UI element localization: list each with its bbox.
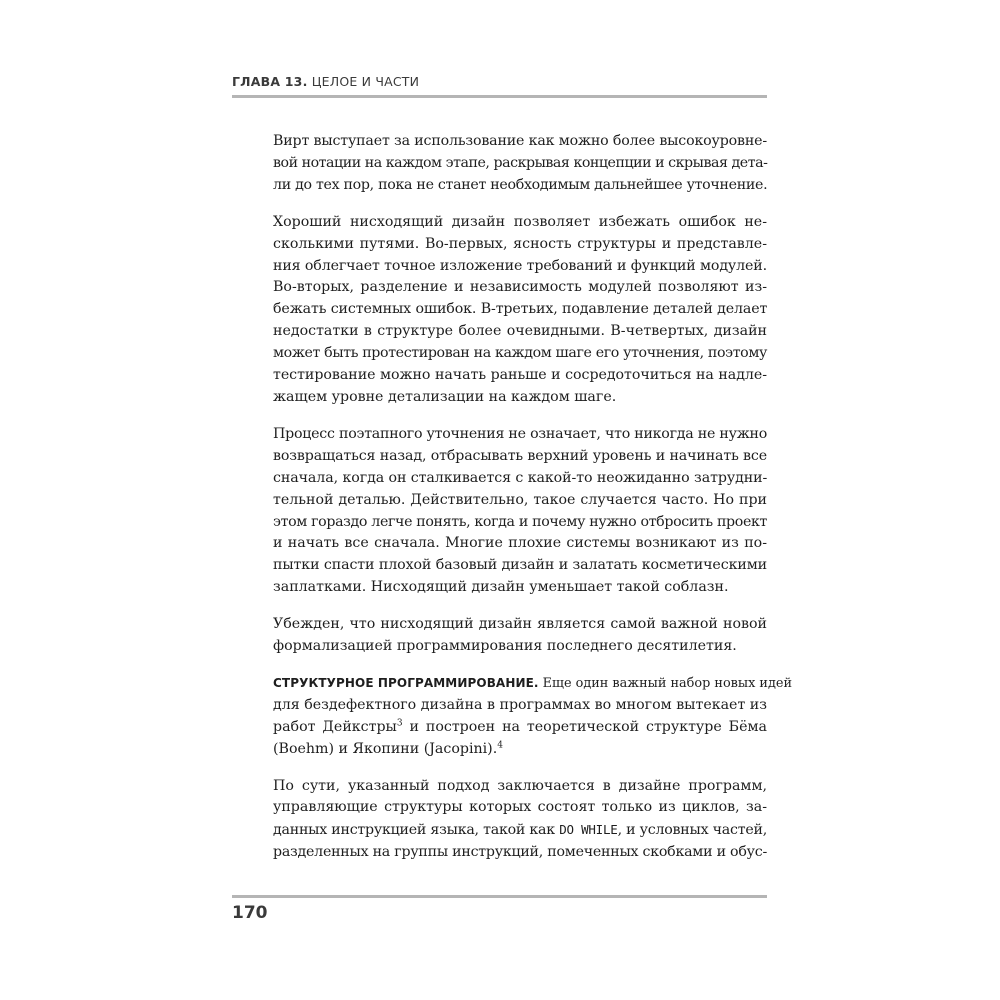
paragraph-6 [273, 776, 767, 865]
text-line: и начать все сначала. Многие плохие системы возникают из по- [273, 535, 767, 552]
text-line: сначала, когда он сталкивается с какой-то неожиданно затрудни- [273, 469, 768, 486]
text-line: Убежден, что нисходящий дизайн является самой важной новой [273, 616, 767, 633]
running-header [232, 74, 767, 89]
paragraph-1 [273, 131, 767, 197]
text-line: возвращаться назад, отбрасывать верхний уровень и начинать все [273, 447, 767, 464]
chapter-title: ЦЕЛОЕ И ЧАСТИ [311, 74, 420, 89]
footnote-marker: 4 [497, 739, 503, 750]
text-line: ния облегчает точное изложение требований и функций модулей. [273, 257, 767, 274]
text-line: По сути, указанный подход заключается в дизайне программ, [273, 777, 767, 794]
text-line [273, 673, 793, 695]
text-line: формализацией программирования последнего десятилетия. [273, 638, 737, 655]
footnote-marker: 3 [396, 718, 403, 729]
text-line: вой нотации на каждом этапе, раскрывая концепции и скрывая дета- [273, 154, 768, 171]
paragraph-2 [273, 212, 767, 409]
code-keyword: DO WHILE [559, 822, 618, 838]
text-line: этом гораздо легче понять, когда и почему нужно отбросить проект [273, 513, 767, 530]
text-line: заплатками. Нисходящий дизайн уменьшает такой соблазн. [273, 579, 729, 596]
text-line: бежать системных ошибок. В-третьих, подавление деталей делает [273, 301, 768, 318]
text-line: сколькими путями. Во-первых, ясность структуры и представле- [273, 235, 767, 252]
text-line: управляющие структуры которых состоят только из циклов, за- [273, 799, 767, 816]
text-line: разделенных на группы инструкций, помеченных скобками и обус- [273, 844, 767, 861]
text-fragment: Еще один важный набор новых идей [538, 675, 793, 691]
body-text [273, 131, 793, 879]
text-line: Процесс поэтапного уточнения не означает, что никогда не нужно [273, 425, 768, 442]
footer-rule [232, 895, 767, 898]
text-fragment: работ Дейкстры [273, 718, 397, 735]
paragraph-5 [273, 673, 793, 761]
text-line: тестирование можно начать раньше и сосредоточиться на надле- [273, 367, 767, 384]
paragraph-3 [273, 424, 767, 599]
text-line: может быть протестирован на каждом шаге его уточнения, поэтому [273, 345, 767, 362]
text-line: ли до тех пор, пока не станет необходимым дальнейшее уточнение. [273, 176, 768, 193]
text-line: пытки спасти плохой базовый дизайн и залатать косметическими [273, 557, 767, 574]
text-line: тельной деталью. Действительно, такое случается часто. Но при [273, 491, 767, 508]
text-line: жащем уровне детализации на каждом шаге. [273, 388, 617, 405]
paragraph-4 [273, 614, 767, 658]
chapter-label: ГЛАВА 13. [232, 74, 308, 89]
text-line [273, 717, 767, 739]
text-line [273, 739, 767, 761]
text-line: Хороший нисходящий дизайн позволяет избежать ошибок не- [273, 213, 767, 230]
text-fragment: (Boehm) и Якопини (Jacopini). [273, 740, 498, 757]
text-line [273, 819, 767, 842]
text-fragment: , и условных частей, [617, 822, 767, 839]
text-line: Во-вторых, разделение и независимость модулей позволяют из- [273, 279, 767, 296]
text-line: для бездефектного дизайна в программах во многом вытекает из [273, 696, 767, 713]
text-line: Вирт выступает за использование как можно более высокоуровне- [273, 133, 767, 149]
text-fragment: данных инструкцией языка, такой как [273, 822, 560, 839]
text-fragment: и построен на теоретической структуре Бёма [402, 718, 768, 735]
page-number: 170 [232, 903, 268, 923]
run-in-heading: СТРУКТУРНОЕ ПРОГРАММИРОВАНИЕ. [273, 675, 539, 690]
header-rule [232, 95, 767, 98]
text-line: недостатки в структуре более очевидными. В-четвертых, дизайн [273, 323, 767, 340]
